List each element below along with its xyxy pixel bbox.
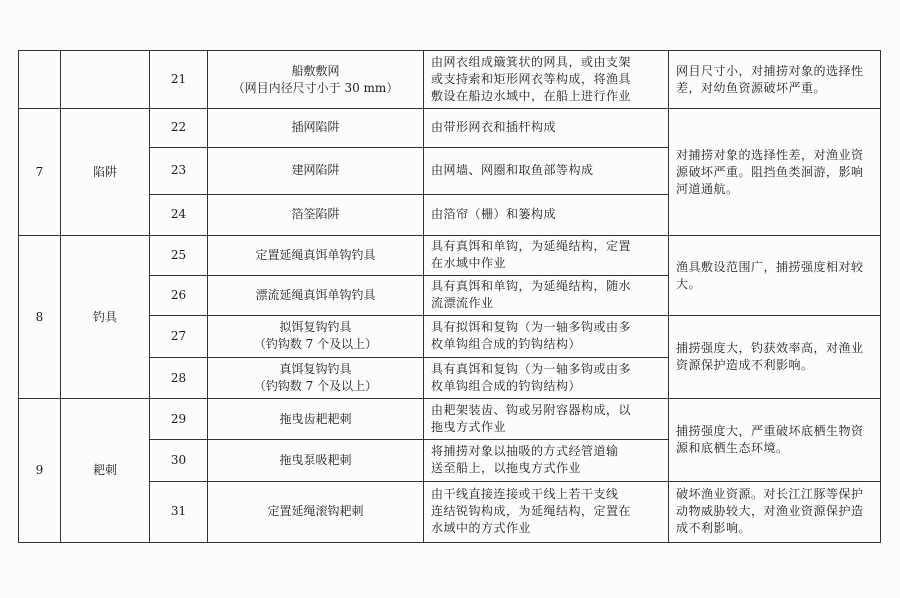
impact-line: 破坏渔业资源。对长江江豚等保护: [676, 487, 864, 502]
gear-name-note: （钓钩数 7 个及以上）: [253, 379, 378, 394]
desc-line: 或支持索和矩形网衣等构成，将渔具: [431, 72, 632, 87]
gear-name-note: （钓钩数 7 个及以上）: [253, 337, 378, 352]
gear-structure: [424, 357, 669, 399]
impact-line: 源破坏严重。阻挡鱼类洄游，影响: [676, 164, 864, 179]
gear-structure: [424, 439, 669, 481]
impact-cell: [669, 109, 881, 236]
desc-line: 由带形网衣和插杆构成: [431, 120, 557, 135]
desc-line: 具有真饵和单钩，为延绳结构，随水: [431, 279, 632, 294]
item-number: 26: [150, 275, 208, 316]
item-number: 29: [150, 399, 208, 440]
desc-line: 流漂流作业: [431, 296, 494, 311]
desc-line: 具有真饵和单钩，为延绳结构，定置: [431, 239, 632, 254]
impact-line: 渔具敷设范围广，捕捞强度相对较: [676, 259, 864, 274]
gear-name-text: 真饵复钩钓具: [279, 362, 352, 377]
item-number: 30: [150, 439, 208, 481]
desc-line: 拖曳方式作业: [431, 420, 507, 435]
item-number: 31: [150, 481, 208, 542]
gear-structure: [424, 316, 669, 358]
gear-name: 漂流延绳真饵单钩钓具: [208, 275, 424, 316]
category-name: 钓具: [61, 236, 150, 399]
impact-line: 捕捞强度大，钓获效率高，对渔业: [676, 341, 864, 356]
gear-structure: [424, 194, 669, 236]
gear-name-text: 船敷敷网: [291, 63, 340, 78]
impact-line: 大。: [676, 276, 702, 291]
gear-name: [208, 51, 424, 109]
desc-line: 连结锐钩构成，为延绳结构，定置在: [431, 504, 632, 519]
impact-line: 对捕捞对象的选择性差，对渔业资: [676, 147, 864, 162]
impact-cell: [669, 481, 881, 542]
table-row: [19, 399, 881, 440]
gear-name: 定置延绳滚钩耙刺: [208, 481, 424, 542]
impact-cell: [669, 236, 881, 316]
gear-name: 建网陷阱: [208, 147, 424, 194]
impact-line: 源和底栖生态环境。: [676, 440, 789, 455]
gear-name: 定置延绳真饵单钩钓具: [208, 236, 424, 276]
category-cell: [61, 51, 150, 109]
gear-structure: [424, 399, 669, 440]
gear-structure: [424, 51, 669, 109]
desc-line: 送至船上，以拖曳方式作业: [431, 461, 582, 476]
group-number: 7: [19, 109, 61, 236]
gear-name: 插网陷阱: [208, 109, 424, 147]
desc-line: 由网衣组成簸箕状的网具，或由支架: [431, 55, 632, 70]
group-number: 9: [19, 399, 61, 543]
item-number: 23: [150, 147, 208, 194]
desc-line: 敷设在船边水域中，在船上进行作业: [431, 89, 632, 104]
impact-line: 差，对幼鱼资源破坏严重。: [676, 80, 827, 95]
gear-structure: [424, 275, 669, 316]
table-row: [19, 236, 881, 276]
gear-structure: [424, 109, 669, 147]
table-row: [19, 51, 881, 109]
gear-name-text: 拟饵复钩钓具: [279, 320, 352, 335]
impact-line: 河道通航。: [676, 181, 739, 196]
desc-line: 在水域中作业: [431, 256, 507, 271]
impact-line: 成不利影响。: [676, 521, 752, 536]
gear-structure: [424, 481, 669, 542]
impact-cell: [669, 51, 881, 109]
item-number: 28: [150, 357, 208, 399]
item-number: 22: [150, 109, 208, 147]
prohibited-gear-table: [18, 50, 881, 543]
table-row: [19, 109, 881, 147]
impact-line: 网目尺寸小，对捕捞对象的选择性: [676, 63, 864, 78]
category-name: 耙刺: [61, 399, 150, 543]
desc-line: 具有拟饵和复钩（为一轴多钩或由多: [431, 320, 632, 335]
impact-line: 捕捞强度大，严重破坏底栖生物资: [676, 423, 864, 438]
gear-name: 箔筌陷阱: [208, 194, 424, 236]
gear-structure: [424, 147, 669, 194]
item-number: 27: [150, 316, 208, 358]
desc-line: 将捕捞对象以抽吸的方式经管道输: [431, 444, 619, 459]
desc-line: 具有真饵和复钩（为一轴多钩或由多: [431, 362, 632, 377]
impact-line: 资源保护造成不利影响。: [676, 358, 814, 373]
group-number: 8: [19, 236, 61, 399]
group-number-cell: [19, 51, 61, 109]
item-number: 24: [150, 194, 208, 236]
desc-line: 由耙架装齿、钩或另附容器构成，以: [431, 403, 632, 418]
desc-line: 水域中的方式作业: [431, 521, 532, 536]
desc-line: 枚单钩组合成的钓钩结构）: [431, 379, 582, 394]
gear-name: 拖曳齿耙耙刺: [208, 399, 424, 440]
desc-line: 由干线直接连接或干线上若干支线: [431, 487, 619, 502]
desc-line: 由网墙、网圈和取鱼部等构成: [431, 163, 594, 178]
gear-name: 拖曳泵吸耙刺: [208, 439, 424, 481]
impact-cell: [669, 399, 881, 481]
desc-line: 枚单钩组合成的钓钩结构）: [431, 337, 582, 352]
gear-name-note: （网目内径尺寸小于 30 mm）: [232, 80, 399, 95]
item-number: 25: [150, 236, 208, 276]
category-name: 陷阱: [61, 109, 150, 236]
gear-structure: [424, 236, 669, 276]
gear-name: [208, 357, 424, 399]
impact-cell: [669, 316, 881, 399]
desc-line: 由箔帘（栅）和篓构成: [431, 207, 557, 222]
impact-line: 动物威胁较大，对渔业资源保护造: [676, 504, 864, 519]
gear-name: [208, 316, 424, 358]
item-number: 21: [150, 51, 208, 109]
